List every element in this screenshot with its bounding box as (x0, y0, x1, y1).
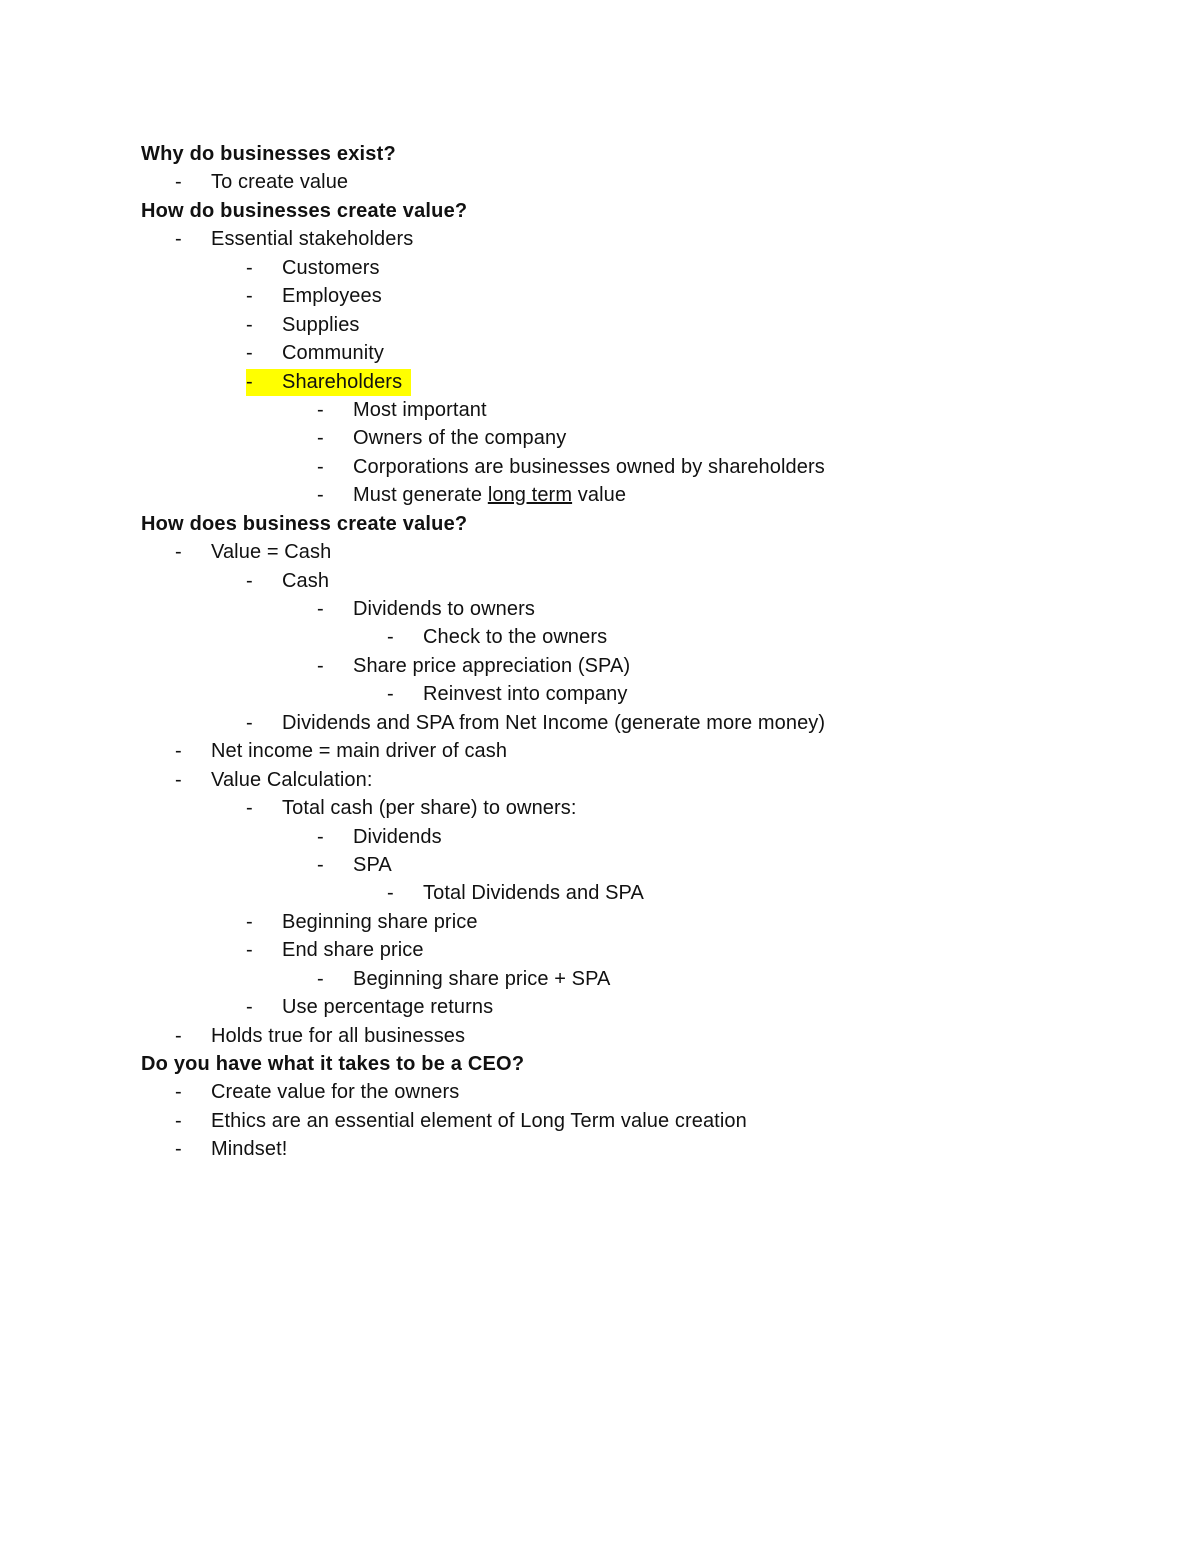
bullet-item (141, 709, 826, 737)
bullet-item (141, 823, 524, 851)
section-heading: How do businesses create value? (141, 199, 468, 222)
bullet-text: Dividends and SPA from Net Income (generate more money) (282, 711, 826, 734)
section-heading: Why do businesses exist? (141, 143, 396, 165)
section-heading: Do you have what it takes to be a CEO? (141, 1053, 525, 1075)
bullet-item (141, 567, 524, 595)
bullet-text: Use percentage returns (282, 996, 494, 1019)
dash-bullet-icon: - (246, 370, 253, 393)
bullet-text: Employees (282, 285, 382, 308)
bullet-item (141, 282, 524, 310)
bullet-item (141, 680, 628, 708)
bullet-text: Dividends to owners (353, 598, 535, 620)
bullet-item (141, 538, 524, 566)
dash-bullet-icon: - (317, 825, 324, 848)
bullet-item (141, 737, 524, 765)
bullet-item (141, 168, 524, 196)
bullet-text: Owners of the company (353, 427, 567, 450)
bullet-item (141, 908, 524, 936)
bullet-item (141, 453, 825, 481)
notes-body (141, 140, 826, 1164)
bullet-text (353, 481, 626, 509)
bullet-item (141, 1078, 524, 1106)
bullet-text: Shareholders (282, 370, 403, 393)
bullet-text: End share price (282, 939, 424, 962)
bullet-text: Value = Cash (211, 541, 332, 564)
dash-bullet-icon: - (317, 967, 324, 990)
dash-bullet-icon: - (387, 683, 394, 706)
dash-bullet-icon: - (175, 768, 182, 791)
bullet-item (141, 965, 611, 993)
bullet-text: SPA (353, 853, 392, 876)
bullet-text: Dividends (353, 825, 442, 848)
dash-bullet-icon: - (387, 882, 394, 905)
dash-bullet-icon: - (175, 1109, 182, 1132)
bullet-item (141, 225, 524, 253)
dash-bullet-icon: - (246, 996, 253, 1019)
bullet-item (141, 993, 524, 1021)
bullet-text: Net income = main driver of cash (211, 740, 508, 763)
dash-bullet-icon: - (175, 228, 182, 251)
bullet-item (141, 339, 524, 367)
bullet-item (141, 766, 524, 794)
bullet-item (141, 311, 524, 339)
bullet-text: Total Dividends and SPA (423, 882, 644, 905)
dash-bullet-icon: - (246, 939, 253, 962)
bullet-item (141, 879, 644, 907)
dash-bullet-icon: - (175, 1024, 182, 1047)
bullet-text: Beginning share price (282, 910, 478, 933)
dash-bullet-icon: - (246, 569, 253, 592)
bullet-item (141, 481, 627, 509)
bullet-item (141, 1107, 747, 1135)
bullet-item (141, 368, 524, 396)
bullet-item (141, 652, 631, 680)
dash-bullet-icon: - (317, 853, 324, 876)
bullet-text: Community (282, 342, 385, 365)
bullet-item (141, 1022, 524, 1050)
bullet-text: Beginning share price + SPA (353, 967, 611, 990)
dash-bullet-icon: - (317, 455, 324, 478)
dash-bullet-icon: - (317, 398, 324, 421)
dash-bullet-icon: - (317, 427, 324, 450)
dash-bullet-icon: - (246, 910, 253, 933)
bullet-item (141, 424, 567, 452)
dash-bullet-icon: - (317, 654, 324, 677)
dash-bullet-icon: - (317, 598, 324, 620)
bullet-text: Ethics are an essential element of Long Term value creation (211, 1109, 747, 1132)
bullet-text: Corporations are businesses owned by shareholders (353, 455, 825, 478)
dash-bullet-icon: - (246, 797, 253, 820)
dash-bullet-icon: - (175, 1081, 182, 1104)
bullet-text: Supplies (282, 313, 360, 336)
section-heading: How does business create value? (141, 512, 468, 535)
dash-bullet-icon: - (246, 342, 253, 365)
dash-bullet-icon: - (175, 541, 182, 564)
bullet-item (141, 794, 577, 822)
bullet-text: To create value (211, 171, 349, 194)
dash-bullet-icon: - (175, 740, 182, 763)
bullet-text: Holds true for all businesses (211, 1024, 466, 1047)
bullet-text: Customers (282, 256, 380, 279)
dash-bullet-icon: - (246, 256, 253, 279)
underlined-text: long term (487, 484, 573, 507)
bullet-text: Reinvest into company (423, 683, 628, 706)
bullet-text: Share price appreciation (SPA) (353, 654, 631, 677)
bullet-item (141, 595, 535, 623)
dash-bullet-icon: - (387, 626, 394, 649)
bullet-text: Total cash (per share) to owners: (282, 797, 577, 820)
bullet-text-part: Must generate (353, 484, 488, 507)
bullet-text: Essential stakeholders (211, 228, 414, 251)
bullet-item (141, 623, 608, 651)
dash-bullet-icon: - (175, 171, 182, 194)
dash-bullet-icon: - (246, 313, 253, 336)
bullet-item (141, 254, 524, 282)
bullet-item (141, 936, 524, 964)
bullet-text-part: value (572, 484, 627, 507)
bullet-item (141, 396, 524, 424)
bullet-text: Value Calculation: (211, 768, 373, 791)
bullet-text: Cash (282, 569, 330, 592)
bullet-item (141, 851, 524, 879)
dash-bullet-icon: - (246, 285, 253, 308)
dash-bullet-icon: - (317, 484, 324, 507)
bullet-item (141, 1135, 524, 1163)
bullet-text: Mindset! (211, 1138, 288, 1161)
bullet-text: Check to the owners (423, 626, 608, 649)
dash-bullet-icon: - (246, 711, 253, 734)
bullet-text: Most important (353, 398, 487, 421)
dash-bullet-icon: - (175, 1138, 182, 1161)
bullet-text: Create value for the owners (211, 1081, 460, 1104)
